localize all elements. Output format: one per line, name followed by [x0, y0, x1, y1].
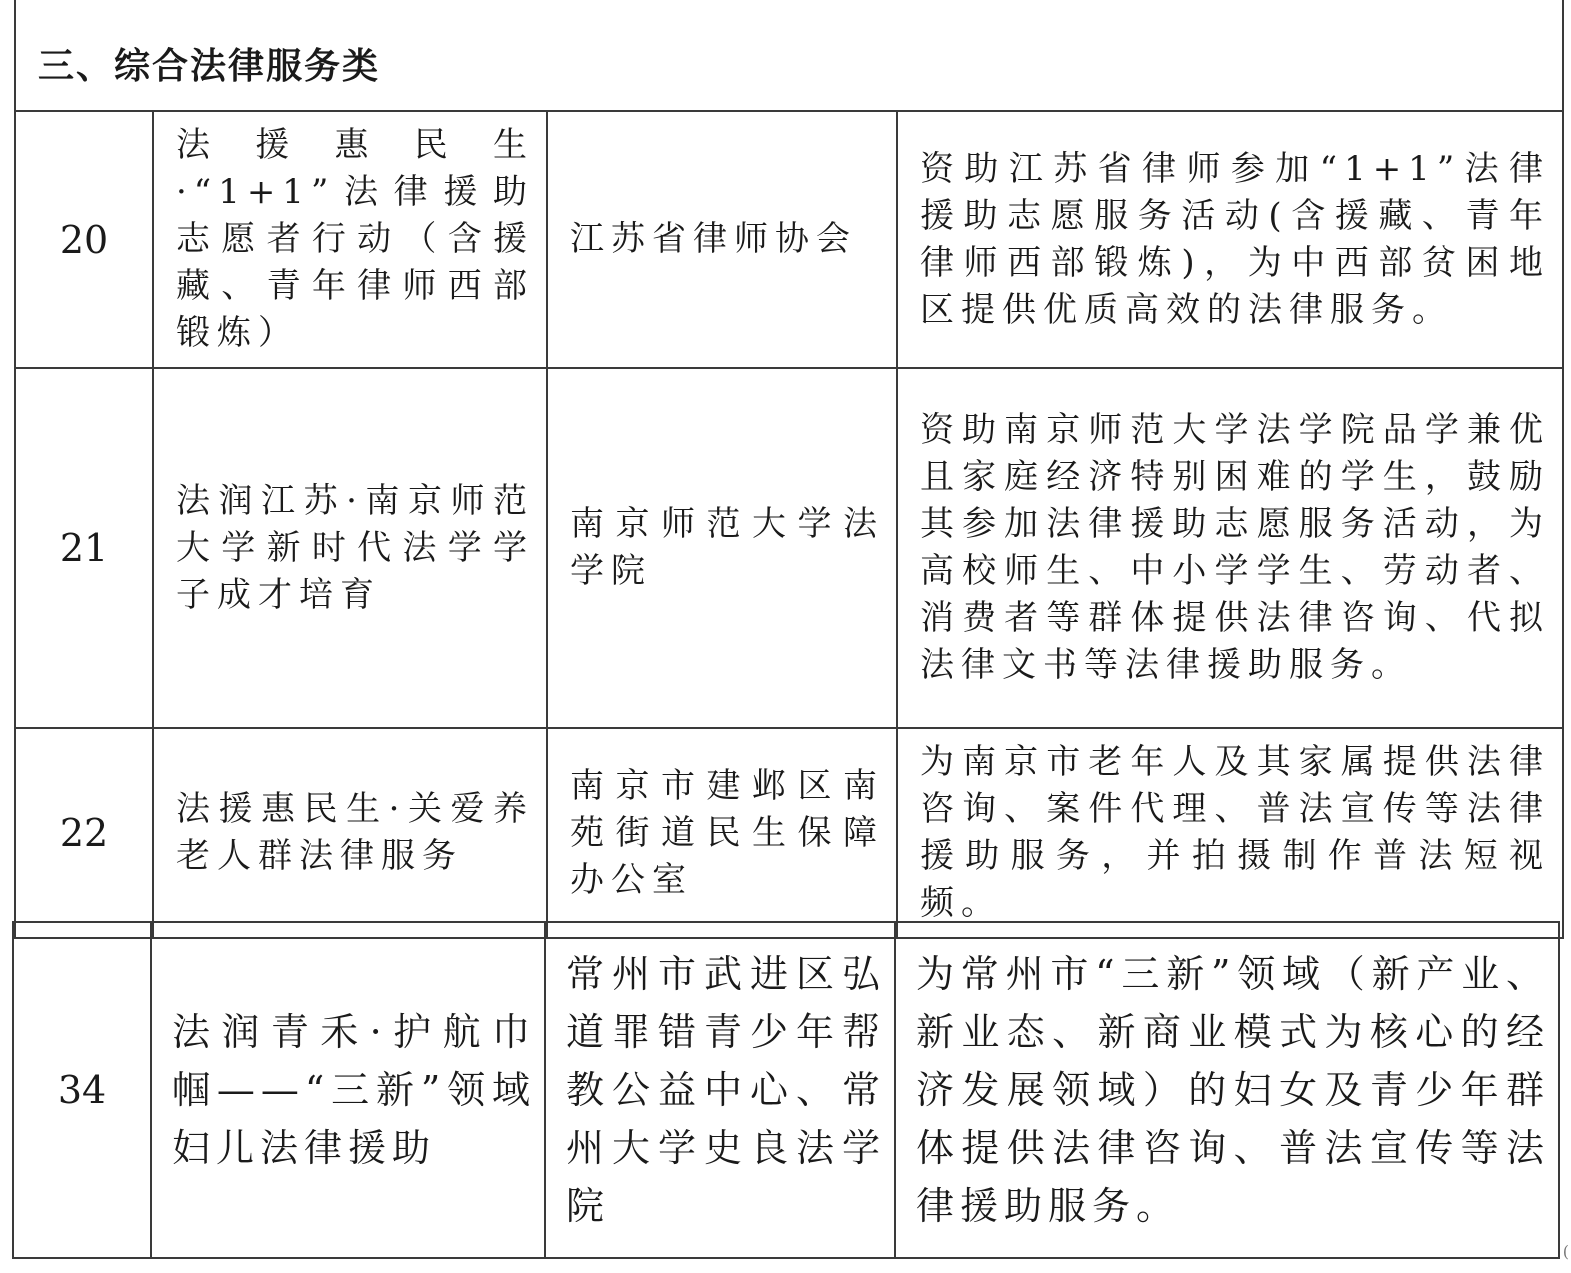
edge-mark: (: [1562, 1242, 1569, 1261]
description: 资助江苏省律师参加“1+1”法律援助志愿服务活动(含援藏、青年律师西部锻炼)，为中西部贫困地区提供优质高效的法律服务。: [897, 111, 1563, 368]
description: 为常州市“三新”领域（新产业、新业态、新商业模式为核心的经济发展领域）的妇女及青少年群体提供法律咨询、普法宣传等法律援助服务。: [895, 922, 1559, 1258]
description: 为南京市老年人及其家属提供法律咨询、案件代理、普法宣传等法律援助服务，并拍摄制作普法短视频。: [897, 728, 1563, 938]
row-number: 21: [15, 368, 153, 728]
table-row: [15, 111, 1563, 368]
row-number: 20: [15, 111, 153, 368]
organization: 南京师范大学法学院: [547, 368, 897, 728]
table-row: [15, 368, 1563, 728]
organization: 常州市武进区弘道罪错青少年帮教公益中心、常州大学史良法学院: [545, 922, 895, 1258]
project-name: 法润江苏·南京师范大学新时代法学学子成才培育: [153, 368, 547, 728]
section-header-row: [15, 0, 1563, 111]
project-name: 法援惠民生·“1+1”法律援助志愿者行动（含援藏、青年律师西部锻炼）: [153, 111, 547, 368]
table-row: [15, 728, 1563, 938]
row-number: 34: [13, 922, 151, 1258]
table-row: [13, 922, 1559, 1258]
project-name: 法润青禾·护航巾帼——“三新”领域妇儿法律援助: [151, 922, 545, 1258]
project-name: 法援惠民生·关爱养老人群法律服务: [153, 728, 547, 938]
organization: 南京市建邺区南苑街道民生保障办公室: [547, 728, 897, 938]
description: 资助南京师范大学法学院品学兼优且家庭经济特别困难的学生，鼓励其参加法律援助志愿服务活动，为高校师生、中小学学生、劳动者、消费者等群体提供法律咨询、代拟法律文书等法律援助服务。: [897, 368, 1563, 728]
organization: 江苏省律师协会: [547, 111, 897, 368]
section-title: 三、综合法律服务类: [15, 0, 1563, 111]
row-number: 22: [15, 728, 153, 938]
project-table-lower: [12, 921, 1560, 1259]
project-table-upper: [14, 0, 1564, 939]
